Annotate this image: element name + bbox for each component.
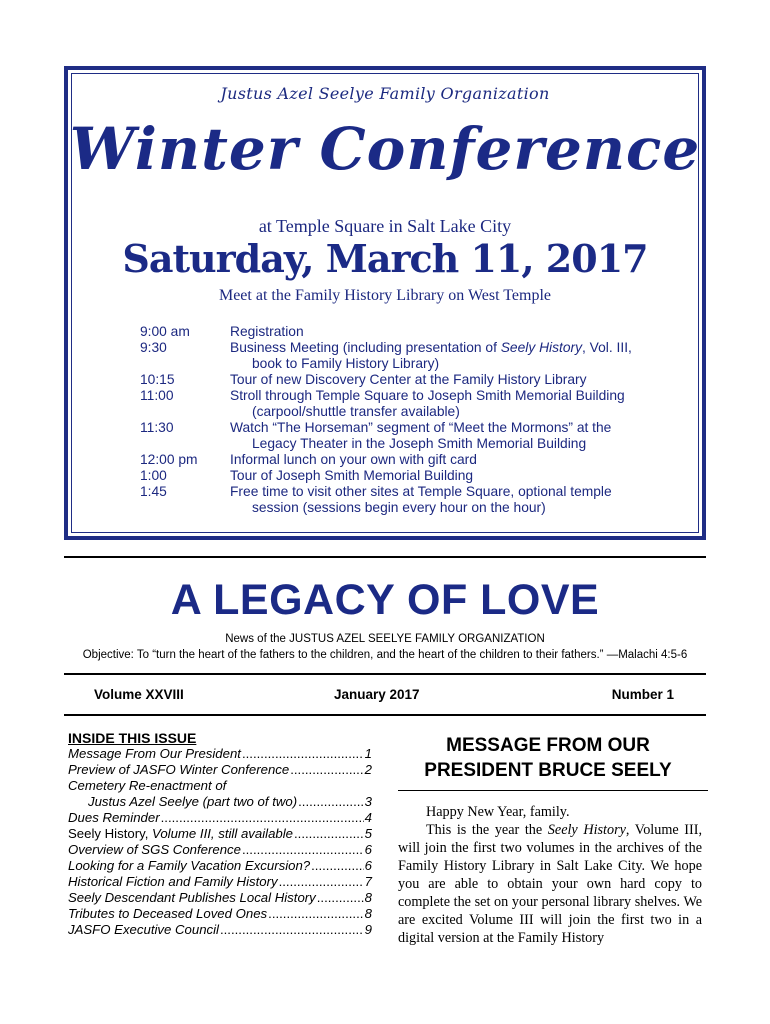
conference-place: at Temple Square in Salt Lake City bbox=[258, 216, 512, 236]
toc-leader-dots bbox=[220, 922, 364, 938]
schedule-desc: Tour of Joseph Smith Memorial Building bbox=[230, 468, 474, 483]
schedule-row bbox=[140, 420, 680, 452]
schedule-time: 10:15 bbox=[140, 372, 175, 387]
schedule-desc: Registration bbox=[230, 324, 304, 339]
schedule-row bbox=[140, 388, 680, 420]
message-heading-line: PRESIDENT BRUCE SEELY bbox=[424, 760, 672, 781]
schedule-time: 11:30 bbox=[140, 420, 174, 435]
meeting-location: Meet at the Family History Library on West Temple bbox=[218, 287, 552, 304]
newsletter-objective: Objective: To “turn the heart of the fathers to the children, and the heart of the children to their fathers.” —Malachi 4:5-6 bbox=[82, 649, 688, 661]
toc-leader-dots bbox=[268, 906, 364, 922]
toc-item-title: Message From Our President bbox=[68, 746, 241, 761]
schedule-time: 12:00 pm bbox=[140, 452, 198, 467]
book-title: Seely History bbox=[547, 822, 626, 838]
schedule-business-line: Business Meeting (including presentation of Seely History, Vol. III, bbox=[230, 340, 632, 355]
toc-item bbox=[68, 906, 372, 922]
toc-item-page: 6 bbox=[364, 858, 372, 873]
toc-leader-dots bbox=[294, 826, 364, 842]
conference-title: Winter Conference bbox=[69, 115, 701, 183]
schedule-desc bbox=[230, 484, 680, 516]
toc-item-page: 2 bbox=[364, 762, 372, 777]
toc-leader-dots bbox=[242, 842, 364, 858]
toc-item bbox=[68, 778, 372, 794]
toc-item bbox=[68, 746, 372, 762]
toc-item bbox=[68, 858, 372, 874]
table-of-contents bbox=[68, 730, 372, 938]
toc-list bbox=[68, 746, 372, 938]
masthead-top-rule bbox=[64, 556, 706, 558]
schedule-desc-cont: (carpool/shuttle transfer available) bbox=[252, 404, 460, 419]
message-greeting: Happy New Year, family. bbox=[426, 804, 570, 820]
schedule-desc bbox=[230, 388, 680, 420]
toc-item-page: 7 bbox=[364, 874, 372, 889]
toc-item-page: 8 bbox=[364, 890, 372, 905]
toc-item-title: Overview of SGS Conference bbox=[68, 842, 241, 857]
toc-item bbox=[68, 762, 372, 778]
schedule-time: 11:00 bbox=[140, 388, 174, 403]
schedule-time: 1:00 bbox=[140, 468, 167, 483]
issue-date: January 2017 bbox=[334, 687, 420, 702]
schedule-desc-line: Stroll through Temple Square to Joseph Smith Memorial Building bbox=[230, 388, 625, 403]
toc-heading: INSIDE THIS ISSUE bbox=[68, 730, 197, 746]
conference-date: Saturday, March 11, 2017 bbox=[122, 236, 648, 281]
schedule-time: 9:00 am bbox=[140, 324, 190, 339]
schedule-desc bbox=[230, 420, 680, 452]
toc-item-page: 3 bbox=[364, 794, 372, 809]
toc-item-page: 8 bbox=[364, 906, 372, 921]
toc-item-page: 4 bbox=[364, 810, 372, 825]
newsletter-title: A LEGACY OF LOVE bbox=[170, 576, 600, 624]
message-heading-line: MESSAGE FROM OUR bbox=[446, 735, 650, 756]
schedule-desc-cont: session (sessions begin every hour on the hour) bbox=[252, 500, 546, 515]
toc-item bbox=[68, 826, 372, 842]
volume-top-rule bbox=[64, 673, 706, 675]
schedule-row bbox=[140, 340, 680, 372]
schedule-row bbox=[140, 452, 680, 468]
toc-item bbox=[68, 842, 372, 858]
toc-item-page: 1 bbox=[364, 746, 372, 761]
issue-number: Number 1 bbox=[611, 687, 674, 702]
schedule-desc-line: Free time to visit other sites at Temple Square, optional temple bbox=[230, 484, 612, 499]
newsletter-subtitle: News of the JUSTUS AZEL SEELYE FAMILY ORGANIZATION bbox=[225, 633, 545, 645]
message-heading bbox=[392, 733, 704, 783]
volume-label: Volume XXVIII bbox=[94, 687, 184, 702]
toc-item-title: Seely History, Volume III, still available bbox=[68, 826, 294, 841]
schedule-desc bbox=[230, 340, 680, 372]
toc-leader-dots bbox=[317, 890, 364, 906]
toc-item-title: Justus Azel Seelye (part two of two) bbox=[88, 794, 298, 809]
toc-item bbox=[68, 794, 372, 810]
message-paragraph: This is the year the Seely History, Volume III, will join the first two volumes in the archives of the Family History Library in Salt Lake City. We hope you are able to obtain your own hard copy to complete the set on your personal library shelves. We are excited Volume III will join the first two in a digital version at the Family History bbox=[398, 822, 703, 946]
toc-item-title: Seely Descendant Publishes Local History bbox=[68, 890, 316, 905]
toc-leader-dots bbox=[298, 794, 364, 810]
toc-item-title: Dues Reminder bbox=[68, 810, 160, 825]
schedule-desc-line: Watch “The Horseman” segment of “Meet the Mormons” at the bbox=[230, 420, 612, 435]
toc-item-title: Tributes to Deceased Loved Ones bbox=[68, 906, 268, 921]
schedule-time: 9:30 bbox=[140, 340, 167, 355]
toc-item-title: Historical Fiction and Family History bbox=[68, 874, 278, 889]
toc-item bbox=[68, 810, 372, 826]
schedule-row bbox=[140, 372, 680, 388]
toc-item-title: Looking for a Family Vacation Excursion? bbox=[68, 858, 311, 873]
schedule-desc-cont: Legacy Theater in the Joseph Smith Memorial Building bbox=[252, 436, 587, 451]
schedule-row bbox=[140, 484, 680, 516]
toc-leader-dots bbox=[242, 746, 364, 762]
message-body bbox=[398, 803, 702, 947]
toc-item bbox=[68, 874, 372, 890]
toc-item-title: Preview of JASFO Winter Conference bbox=[68, 762, 290, 777]
conference-schedule bbox=[140, 324, 680, 516]
toc-item-page: 6 bbox=[364, 842, 372, 857]
toc-leader-dots bbox=[161, 810, 364, 826]
volume-row bbox=[64, 687, 706, 705]
toc-leader-dots bbox=[279, 874, 364, 890]
organization-name: Justus Azel Seelye Family Organization bbox=[220, 84, 550, 103]
toc-item bbox=[68, 890, 372, 906]
schedule-desc: Informal lunch on your own with gift card bbox=[230, 452, 477, 467]
schedule-desc-cont: book to Family History Library) bbox=[252, 356, 440, 371]
toc-item-title: JASFO Executive Council bbox=[68, 922, 219, 937]
toc-item-title: Cemetery Re-enactment of bbox=[68, 778, 227, 793]
toc-leader-dots bbox=[290, 762, 363, 778]
toc-item-page: 5 bbox=[364, 826, 372, 841]
message-heading-rule bbox=[398, 790, 708, 791]
schedule-time: 1:45 bbox=[140, 484, 167, 499]
toc-leader-dots bbox=[311, 858, 364, 874]
toc-item bbox=[68, 922, 372, 938]
schedule-desc: Tour of new Discovery Center at the Family History Library bbox=[230, 372, 587, 387]
volume-bottom-rule bbox=[64, 714, 706, 716]
toc-item-page: 9 bbox=[364, 922, 372, 937]
schedule-row bbox=[140, 324, 680, 340]
schedule-row bbox=[140, 468, 680, 484]
